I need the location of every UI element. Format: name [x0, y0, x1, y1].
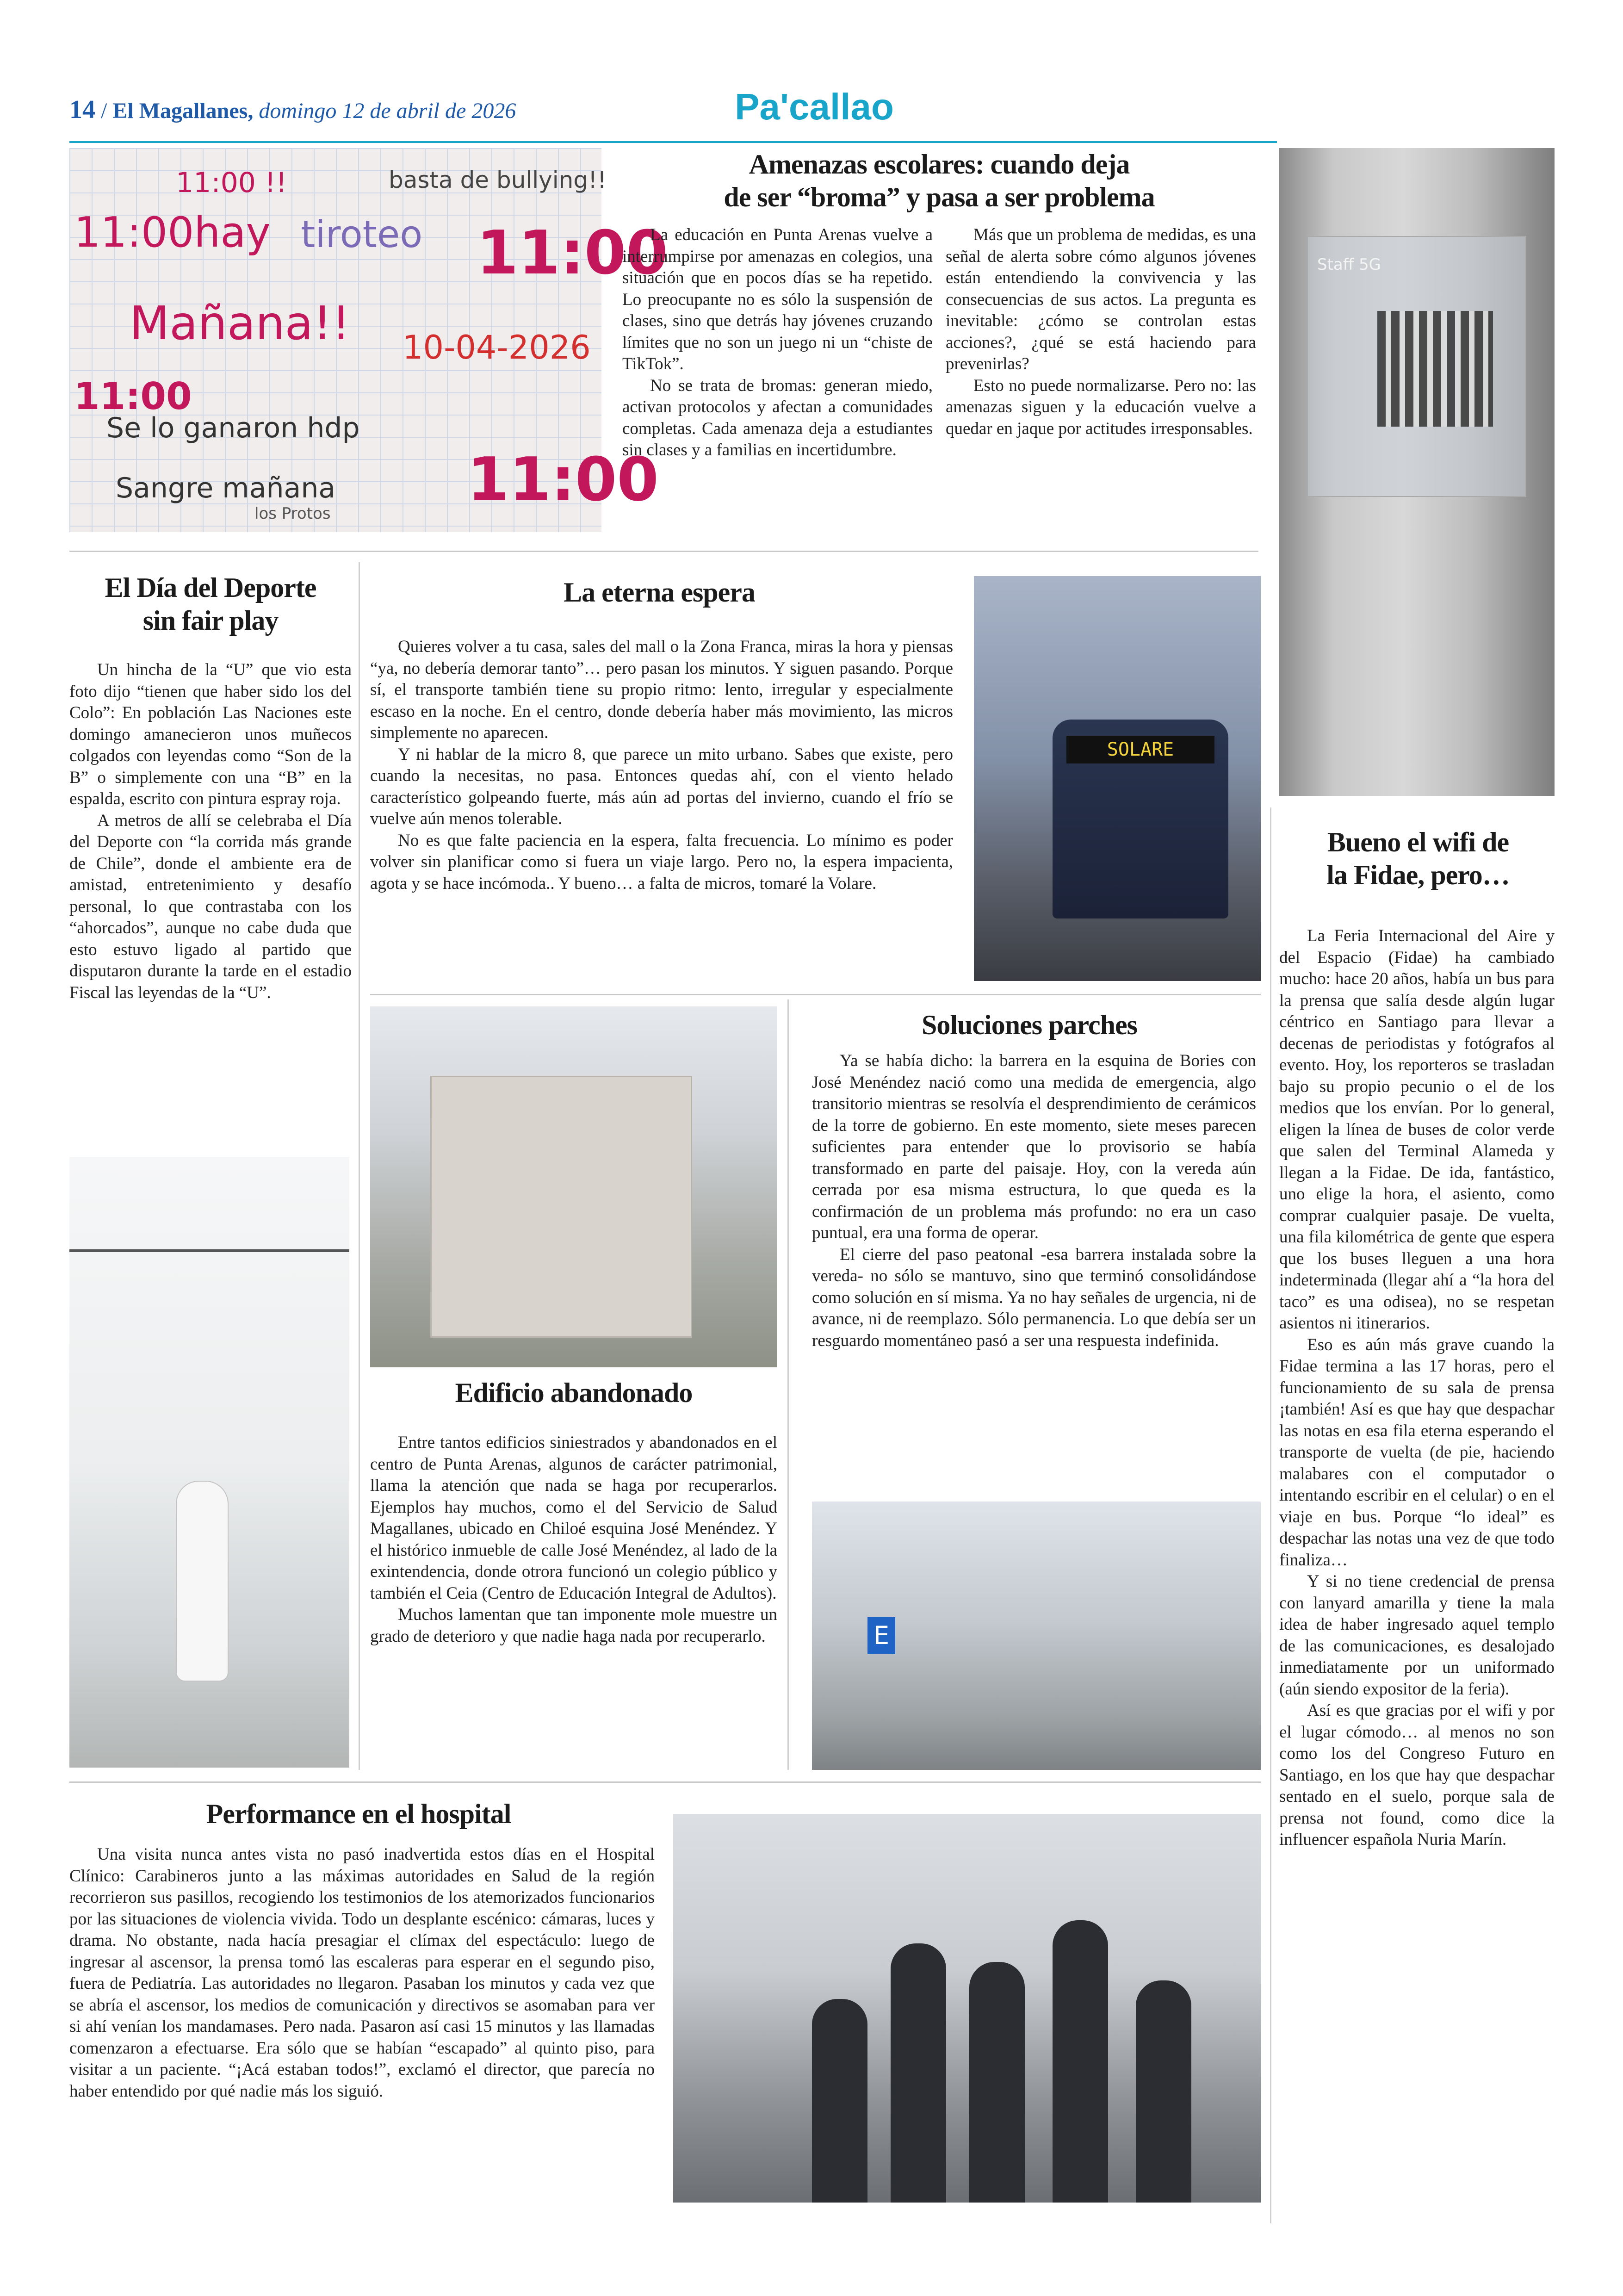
column-divider [787, 999, 789, 1770]
paragraph: Y ni hablar de la micro 8, que parece un mito urbano. Sabes que existe, pero cuando la necesitas, no pasa. Entonces quedas ahí, con el viento helado característico golpeando fuerte, más aún ad portas del invierno, cuando el frío se vuelve aún menos tolerable. [370, 745, 953, 828]
espera-body [370, 636, 953, 983]
notebook-threat-photo [69, 148, 668, 532]
paragraph: Ya se había dicho: la barrera en la esquina de Bories con José Menéndez nació como una medida de emergencia, algo transitorio mientras se resolvía el desprendimiento de cerámicos de la torre de gobierno. En este momento, siete meses parecen suficientes para entender que lo provisorio se había transformado en parte del paisaje. Hoy, con la vereda aún cerrada por esa misma estructura, lo que queda es la confirmación de un problema más profundo: no era un caso puntual, era una forma de operar. [812, 1051, 1256, 1242]
amenazas-body [622, 224, 1256, 539]
paragraph: No se trata de bromas: generan miedo, activan protocolos y afectan a comunidades completas. Cada amenaza deja a estudiantes sin clases y a familias en incertidumbre. [622, 376, 933, 459]
row-divider [370, 994, 1261, 995]
paragraph: Una visita nunca antes vista no pasó inadvertida estos días en el Hospital Clínico: Carabineros junto a las máximas autoridades en Salud de la región recorrieron sus pasillos, recogiendo los testimonios de los atemorizados funcionarios por las situaciones de violencia vivida. Todo un desplante escénico: cámaras, luces y drama. No obstante, nada hacía presagiar el clímax del espectáculo: luego de ingresar al ascensor, la prensa tomó las escaleras para esperar en el segundo piso, fuera de Pediatría. Las autoridades no llegaron. Pasaban los minutos y cada vez que se abría el ascensor, los medios de comunicación y directivos se asomaban para ver si ahí venían los mandamases. Pero nada. Pasaron así casi 15 minutos y las llamadas comenzaron a efectuarse. Era sólo que se habían “escapado” al quinto piso, para visitar a un paciente. “¡Acá estaban todos!”, exclamó el director, que parecía no haber entendido por qué nadie más los siguió. [69, 1845, 655, 2101]
hanging-wire [69, 1249, 349, 1252]
deporte-body [69, 659, 352, 1145]
person-figure [812, 1999, 867, 2203]
deporte-headline-line: El Día del Deporte [105, 572, 316, 603]
deporte-headline [69, 571, 352, 637]
amenazas-headline-line: Amenazas escolares: cuando deja [749, 149, 1130, 180]
deporte-headline-line: sin fair play [142, 605, 279, 636]
hanging-doll-figure [176, 1481, 229, 1682]
row-divider [69, 551, 1258, 552]
qr-code-icon [1377, 311, 1493, 427]
note-line: 11:00 !! [176, 167, 287, 199]
paragraph: Y si no tiene credencial de prensa con lanyard amarilla y tiene la mala idea de haber ingresado aquel templo de las comunicaciones, es desalojado inmediatamente por un uniformado (aún siendo expositor de la feria). [1279, 1572, 1555, 1699]
hanging-doll-photo [69, 1157, 349, 1768]
street-barrier-photo [812, 1502, 1261, 1770]
person-figure [1136, 1980, 1191, 2203]
hospital-corridor-photo [673, 1814, 1261, 2203]
paragraph: Así es que gracias por el wifi y por el lugar cómodo… al menos no son como los del Congreso Futuro en Santiago, en los que hay que despachar sentado en el suelo, porque sala de prensa not found, como dice la influencer española Nuria Marín. [1279, 1701, 1555, 1849]
note-line: Sangre mañana [116, 472, 336, 504]
paragraph: La educación en Punta Arenas vuelve a interrumpirse por amenazas en colegios, una situación que en pocos días se ha repetido. Lo preocupante no es sólo la suspensión de clases, sino que detrás hay jóvenes cruzando límites que no son un juego ni un “chiste de TikTok”. [622, 225, 933, 373]
amenazas-headline-line: de ser “broma” y pasa a ser problema [724, 181, 1155, 212]
pole-qr-photo [1279, 148, 1555, 796]
column-divider [359, 562, 360, 1770]
person-figure [969, 1962, 1025, 2203]
qr-card-label: Staff 5G [1317, 255, 1381, 274]
wifi-body [1279, 925, 1555, 2230]
paragraph: Muchos lamentan que tan imponente mole muestre un grado de deterioro y que nadie haga nada por recuperarlo. [370, 1605, 777, 1646]
paragraph: Quieres volver a tu casa, sales del mall o la Zona Franca, miras la hora y piensas “ya, no debería demorar tanto”… pero pasan los minutos. Y siguen pasando. Porque sí, el transporte también tiene su propio ritmo: lento, irregular y especialmente escaso en la noche. En el centro, donde debería haber más movimiento, las micros simplemente no aparecen. [370, 637, 953, 742]
note-line: tiroteo [301, 213, 423, 256]
edificio-body [370, 1432, 777, 1770]
person-figure [1053, 1920, 1108, 2203]
espera-headline: La eterna espera [564, 577, 755, 608]
note-line: 11:00 [467, 444, 659, 515]
amenazas-headline [620, 148, 1258, 214]
qr-card [1307, 236, 1526, 497]
paragraph: La Feria Internacional del Aire y del Espacio (Fidae) ha cambiado mucho: hace 20 años, había un bus para la prensa que salía desde algún lugar céntrico en Santiago para llevar a decenas de periodistas y fotógrafos al evento. Hoy, los reporteros se trasladan bajo su propio pecunio o el de los medios que los envían. Por lo general, eligen la línea de buses de color verde que salen del Terminal Alameda y llegan a la Fidae. De ida, fantástico, uno elige la hora, el asiento, como comprar cualquier pasaje. De vuelta, una fila kilométrica de gente que espera que los buses lleguen a una hora indeterminada (llegar ahí a “la hora del taco” es una odisea), no se respetan asientos ni itinerarios. [1279, 926, 1555, 1333]
wifi-headline-line: Bueno el wifi de [1327, 827, 1509, 857]
wifi-headline [1282, 826, 1555, 892]
paragraph: Un hincha de la “U” que vio esta foto dijo “tienen que haber sido los del Colo”: En población Las Naciones este domingo amanecieron unos muñecos colgados con leyendas como “Son de la B” o simplemente con una “B” en la espalda, escrito con pintura espray roja. [69, 660, 352, 808]
note-line: los Protos [254, 504, 331, 523]
note-line: basta de bullying!! [389, 167, 607, 193]
paragraph: Eso es aún más grave cuando la Fidae termina a las 17 horas, pero el funcionamiento de su sala de prensa ¡también! Así es que hay que despachar las notas en esa fila eterna esperando el transporte de vuelta (de pie, haciendo malabares con el computador o intentando escribir en el celular) o en el viaje en bus. Porque “lo ideal” es despachar las notas una vez de que todo finaliza… [1279, 1335, 1555, 1570]
soluciones-body [812, 1050, 1256, 1490]
street-sign: E [867, 1617, 895, 1654]
page-number: 14 [69, 95, 95, 124]
column-divider [1270, 807, 1271, 2223]
row-divider [69, 1781, 1261, 1783]
note-line: 11:00 [477, 217, 668, 288]
page-folio [69, 95, 516, 124]
paragraph: Esto no puede normalizarse. Pero no: las amenazas siguen y la educación vuelve a quedar en jaque por actitudes irresponsables. [946, 376, 1256, 438]
note-line: 10-04-2026 [403, 329, 591, 366]
person-figure [891, 1943, 946, 2203]
bus-photo [974, 576, 1261, 981]
note-line: Mañana!! [130, 296, 351, 350]
section-title: Pa'callao [735, 86, 894, 127]
building-facade [430, 1076, 692, 1338]
note-line: Se lo ganaron hdp [106, 412, 360, 444]
paragraph: El cierre del paso peatonal -esa barrera instalada sobre la vereda- no sólo se mantuvo, sino que terminó consolidándose como solución en sí misma. Ya no hay señales de urgencia, ni de avance, ni de reemplazo. Sólo permanencia. Lo que debía ser un resguardo momentáneo pasó a ser una respuesta indefinida. [812, 1245, 1256, 1350]
paragraph: No es que falte paciencia en la espera, falta frecuencia. Lo mínimo es poder volver sin planificar como si fuera un viaje largo. Pero no, la espera impacienta, agota y se hace incómoda.. Y bueno… a falta de micros, tomaré la Volare. [370, 831, 953, 893]
paragraph: Entre tantos edificios siniestrados y abandonados en el centro de Punta Arenas, algunos de carácter patrimonial, llama la atención que nada se haga por recuperarlos. Ejemplos hay muchos, como el del Servicio de Salud Magallanes, ubicado en Chiloé esquina José Menéndez. Y el histórico inmueble de calle José Menéndez, al lado de la exintendencia, donde otrora funcionó un colegio público y también el Ceia (Centro de Educación Integral de Adultos). [370, 1433, 777, 1603]
header-rule [69, 141, 1277, 143]
hospital-body [69, 1844, 655, 2242]
paragraph: A metros de allí se celebraba el Día del Deporte con “la corrida más grande de Chile”, donde el ambiente era de amistad, entretenimiento y desafío personal, lo que contrastaba con los “ahorcados”, aunque no cabe duda que esto estuvo ligado al partido que disputaron durante la tarde en el estadio Fiscal las leyendas de la “U”. [69, 811, 352, 1002]
note-line: 11:00hay [74, 208, 271, 257]
bus-destination-sign: SOLARE [1066, 736, 1214, 763]
hospital-headline: Performance en el hospital [206, 1799, 511, 1829]
paragraph: Más que un problema de medidas, es una señal de alerta sobre cómo algunos jóvenes están entendiendo la convivencia y las consecuencias de sus actos. La pregunta es inevitable: ¿cómo se controlan estas acciones?, ¿qué se está haciendo para prevenirlas? [946, 225, 1256, 373]
issue-date: domingo 12 de abril de 2026 [259, 99, 516, 123]
edificio-headline: Edificio abandonado [455, 1378, 693, 1408]
abandoned-building-photo [370, 1006, 777, 1367]
newspaper-name: El Magallanes, [112, 99, 254, 123]
wifi-headline-line: la Fidae, pero… [1326, 859, 1510, 890]
folio-separator: / [101, 99, 107, 123]
soluciones-headline: Soluciones parches [922, 1010, 1137, 1040]
note-line: 11:00 [74, 375, 192, 418]
